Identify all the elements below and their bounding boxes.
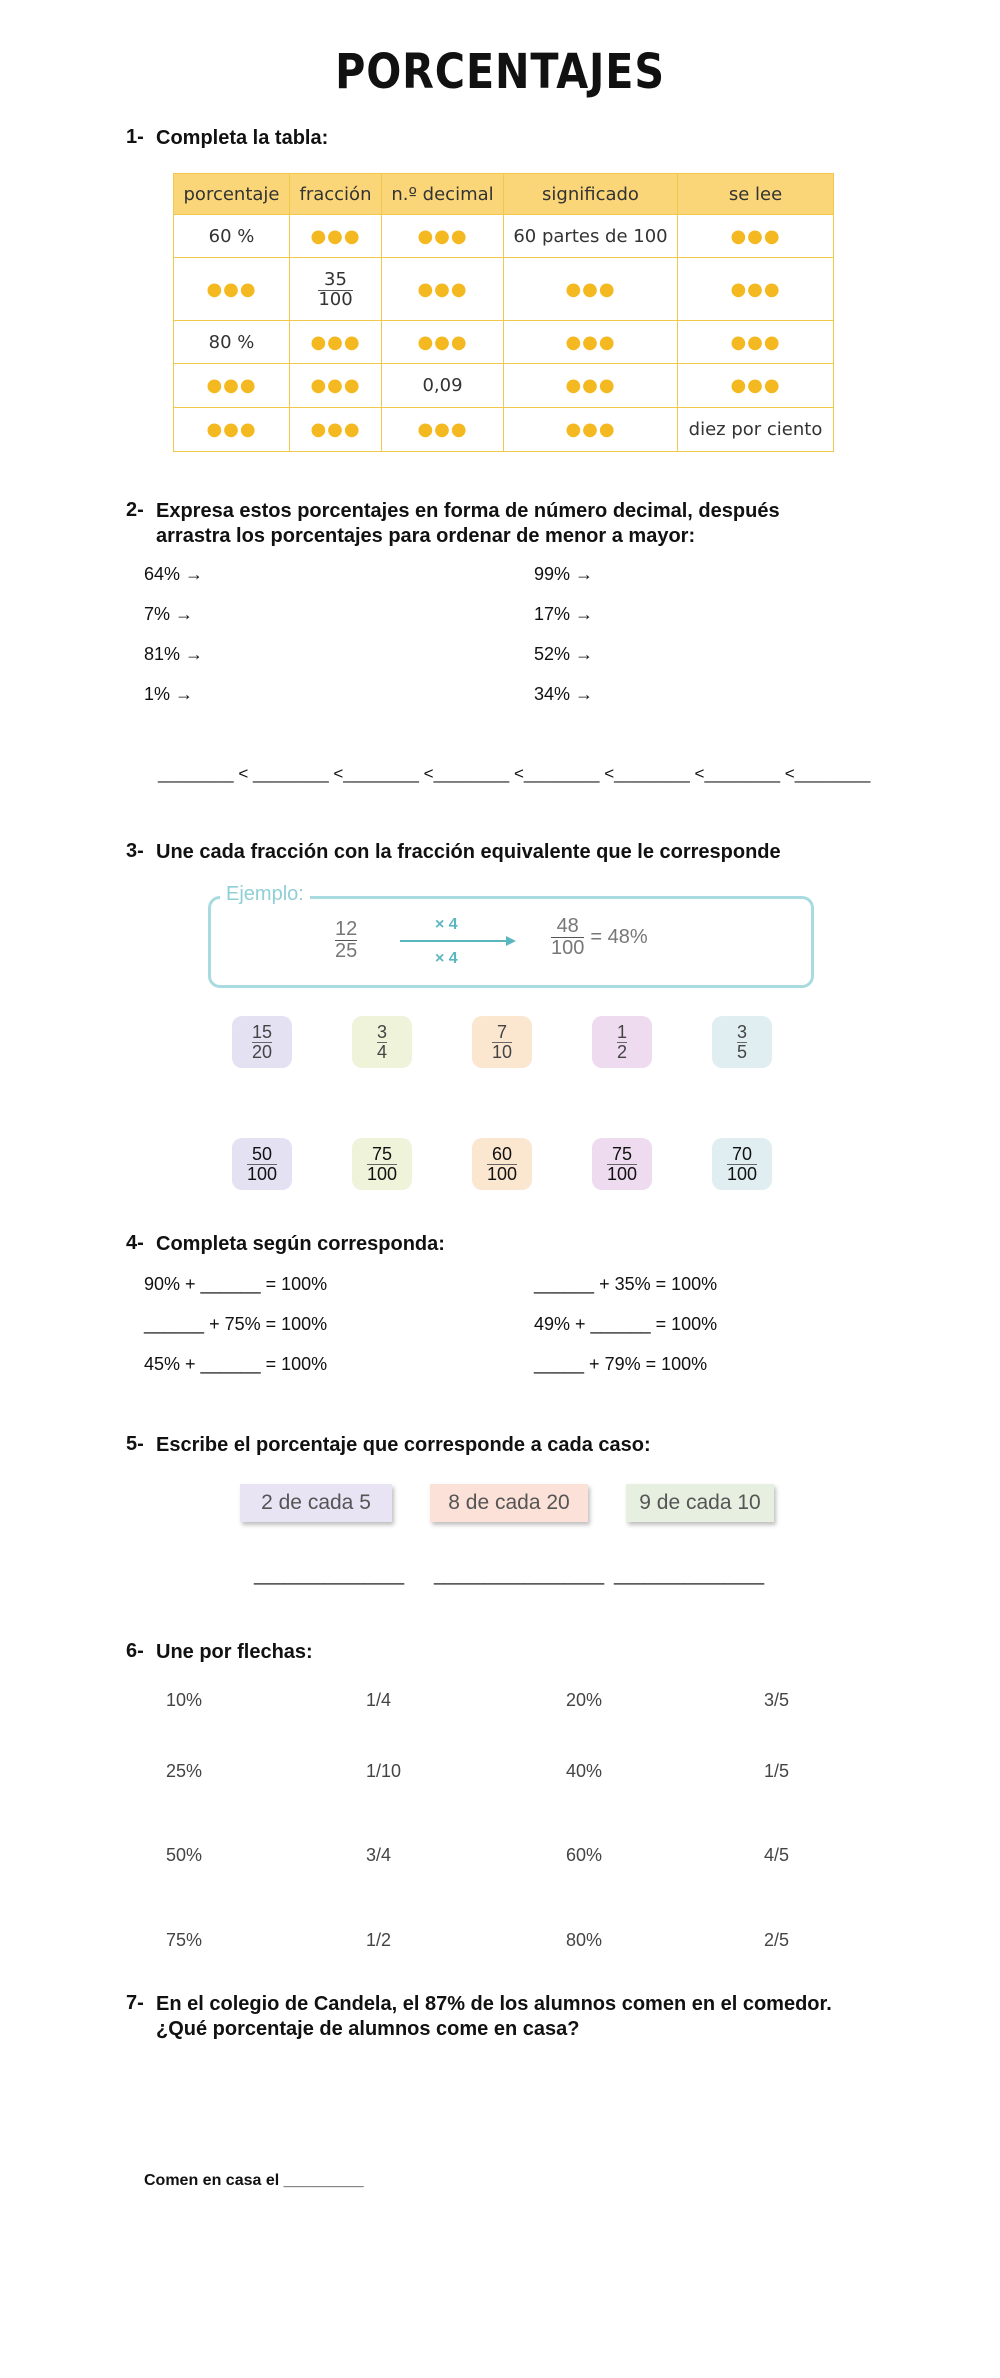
blank-cell[interactable]: ●●● xyxy=(504,321,678,364)
percent-item: 7% → xyxy=(144,604,194,624)
question-number: 2- xyxy=(126,499,144,521)
match-item[interactable]: 80% xyxy=(566,1930,603,1950)
cell-value: 80 % xyxy=(174,321,290,364)
blank-cell[interactable]: ●●● xyxy=(382,215,504,258)
fraction-numerator: 12 xyxy=(335,918,358,940)
question-text-line1: Expresa estos porcentajes en forma de número decimal, después xyxy=(156,500,780,522)
percent-item: 34% → xyxy=(534,684,594,704)
answer-line[interactable]: Comen en casa el _________ xyxy=(144,2172,364,2189)
blank-cell[interactable]: ●●● xyxy=(290,321,382,364)
question-text: Une por flechas: xyxy=(156,1641,313,1663)
equation-item[interactable]: 90% + ______ = 100% xyxy=(144,1274,328,1294)
cell-fraction xyxy=(290,258,382,321)
page-title: PORCENTAJES xyxy=(335,44,665,100)
example-equals: = 48% xyxy=(590,926,648,948)
fraction-card-top[interactable]: $\frac{15}{20}$ xyxy=(232,1016,292,1068)
match-item[interactable]: 4/5 xyxy=(764,1845,790,1865)
multiplier-top: × 4 xyxy=(435,916,458,933)
question-text: Escribe el porcentaje que corresponde a cada caso: xyxy=(156,1434,651,1456)
table-row xyxy=(174,258,834,321)
equation-item[interactable]: ______ + 75% = 100% xyxy=(144,1314,328,1334)
case-card: 8 de cada 20 xyxy=(430,1484,588,1522)
fraction-card-bottom[interactable]: $\frac{75}{100}$ xyxy=(592,1138,652,1190)
question-number: 6- xyxy=(126,1640,144,1662)
percent-item: 99% → xyxy=(534,564,594,584)
answer-blank[interactable]: _________________ xyxy=(434,1565,605,1585)
cell-value: 60 partes de 100 xyxy=(504,215,678,258)
header-fraccion: fracción xyxy=(290,174,382,215)
fraction-numerator: 48 xyxy=(556,915,579,937)
match-item[interactable]: 75% xyxy=(166,1930,203,1950)
match-item[interactable]: 3/4 xyxy=(366,1845,392,1865)
blank-cell[interactable]: ●●● xyxy=(504,258,678,321)
equation-item[interactable]: ______ + 35% = 100% xyxy=(534,1274,718,1294)
answer-blank[interactable]: _______________ xyxy=(614,1565,765,1585)
percent-item: 52% → xyxy=(534,644,594,664)
table-row xyxy=(174,215,834,258)
question-number: 5- xyxy=(126,1433,144,1455)
blank-cell[interactable]: ●●● xyxy=(678,321,834,364)
case-card: 9 de cada 10 xyxy=(626,1484,774,1522)
fraction-denominator: 100 xyxy=(551,937,585,959)
match-item[interactable]: 60% xyxy=(566,1845,603,1865)
question-text-line2: arrastra los porcentajes para ordenar de menor a mayor: xyxy=(156,525,696,547)
fraction-card-top[interactable]: $\frac{3}{5}$ xyxy=(712,1016,772,1068)
question-text: Completa la tabla: xyxy=(156,127,329,149)
example-fraction xyxy=(335,918,357,962)
answer-blank[interactable]: _______________ xyxy=(254,1565,405,1585)
blank-cell[interactable]: ●●● xyxy=(290,215,382,258)
fraction-card-top[interactable]: $\frac{3}{4}$ xyxy=(352,1016,412,1068)
match-item[interactable]: 3/5 xyxy=(764,1690,790,1710)
blank-cell[interactable]: ●●● xyxy=(174,258,290,321)
header-significado: significado xyxy=(504,174,678,215)
percent-item: 1% → xyxy=(144,684,194,704)
example-label: Ejemplo: xyxy=(220,883,310,906)
fraction-card-bottom[interactable]: $\frac{60}{100}$ xyxy=(472,1138,532,1190)
match-item[interactable]: 50% xyxy=(166,1845,203,1865)
question-text-line1: En el colegio de Candela, el 87% de los alumnos comen en el comedor. xyxy=(156,1993,832,2015)
question-text: Completa según corresponda: xyxy=(156,1233,445,1255)
percent-item: 64% → xyxy=(144,564,204,584)
blank-cell[interactable]: ●●● xyxy=(382,408,504,452)
question-number: 1- xyxy=(126,126,144,148)
blank-cell[interactable]: ●●● xyxy=(678,364,834,408)
match-item[interactable]: 20% xyxy=(566,1690,603,1710)
blank-cell[interactable]: ●●● xyxy=(678,258,834,321)
equation-item[interactable]: _____ + 79% = 100% xyxy=(534,1354,708,1374)
match-item[interactable]: 40% xyxy=(566,1761,603,1781)
fraction-card-top[interactable]: $\frac{7}{10}$ xyxy=(472,1016,532,1068)
fraction-card-top[interactable]: $\frac{1}{2}$ xyxy=(592,1016,652,1068)
percent-item: 17% → xyxy=(534,604,594,624)
percent-item: 81% → xyxy=(144,644,204,664)
cell-value: 0,09 xyxy=(382,364,504,408)
question-text-line2: ¿Qué porcentaje de alumnos come en casa? xyxy=(156,2018,580,2040)
equation-item[interactable]: 49% + ______ = 100% xyxy=(534,1314,718,1334)
equation-item[interactable]: 45% + ______ = 100% xyxy=(144,1354,328,1374)
header-decimal: n.º decimal xyxy=(382,174,504,215)
table-row xyxy=(174,364,834,408)
fraction-card-bottom[interactable]: $\frac{50}{100}$ xyxy=(232,1138,292,1190)
match-item[interactable]: 2/5 xyxy=(764,1930,790,1950)
match-item[interactable]: 1/2 xyxy=(366,1930,392,1950)
percent-table xyxy=(173,173,834,452)
blank-cell[interactable]: ●●● xyxy=(290,408,382,452)
blank-cell[interactable]: ●●● xyxy=(678,215,834,258)
blank-cell[interactable]: ●●● xyxy=(174,364,290,408)
question-text: Une cada fracción con la fracción equivalente que le corresponde xyxy=(156,841,781,863)
blank-cell[interactable]: ●●● xyxy=(504,364,678,408)
arrow-icon xyxy=(398,935,518,947)
table-header-row xyxy=(174,174,834,215)
match-item[interactable]: 25% xyxy=(166,1761,203,1781)
question-number: 4- xyxy=(126,1232,144,1254)
blank-cell[interactable]: ●●● xyxy=(174,408,290,452)
match-item[interactable]: 1/5 xyxy=(764,1761,790,1781)
order-answer-line[interactable]: ________ < ________ <________ <________ <________ <________ <________ <________ xyxy=(158,764,871,783)
match-item[interactable]: 1/4 xyxy=(366,1690,392,1710)
fraction-denominator: 100 xyxy=(318,288,353,310)
fraction-denominator: 25 xyxy=(335,940,358,962)
match-item[interactable]: 1/10 xyxy=(366,1761,402,1781)
cell-value: diez por ciento xyxy=(678,408,834,452)
blank-cell[interactable]: ●●● xyxy=(382,258,504,321)
fraction-numerator: 35 xyxy=(324,268,347,290)
cell-value: 60 % xyxy=(174,215,290,258)
fraction-card-bottom[interactable]: $\frac{70}{100}$ xyxy=(712,1138,772,1190)
example-result xyxy=(551,916,648,959)
multiplier-bottom: × 4 xyxy=(435,950,458,967)
match-item[interactable]: 10% xyxy=(166,1690,203,1710)
fraction-card-bottom[interactable]: $\frac{75}{100}$ xyxy=(352,1138,412,1190)
question-number: 7- xyxy=(126,1992,144,2014)
table-row xyxy=(174,408,834,452)
blank-cell[interactable]: ●●● xyxy=(382,321,504,364)
blank-cell[interactable]: ●●● xyxy=(290,364,382,408)
case-card: 2 de cada 5 xyxy=(240,1484,392,1522)
header-se-lee: se lee xyxy=(678,174,834,215)
table-row xyxy=(174,321,834,364)
header-porcentaje: porcentaje xyxy=(174,174,290,215)
question-number: 3- xyxy=(126,840,144,862)
blank-cell[interactable]: ●●● xyxy=(504,408,678,452)
